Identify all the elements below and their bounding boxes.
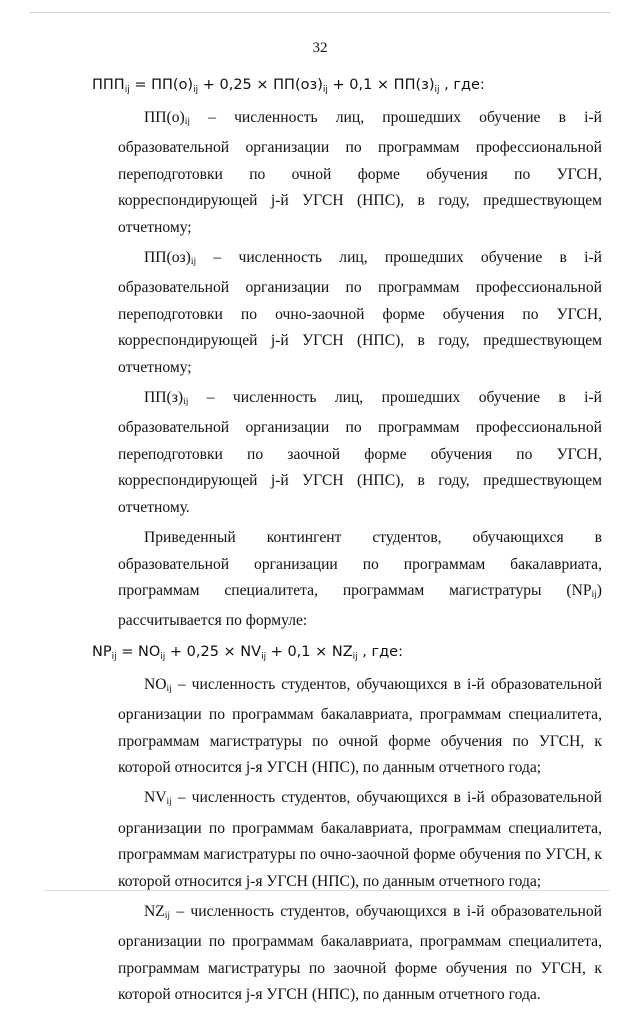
definition-pp-o — [118, 105, 602, 241]
term: ПП(оз) — [144, 249, 191, 267]
term-sub: ij — [166, 797, 172, 808]
formula-ppp-term-2: + 0,25 × ПП(оз) — [198, 77, 323, 93]
term: NV — [144, 789, 167, 807]
bottom-border-line — [44, 890, 610, 891]
formula-ppp-lhs: ППП — [92, 77, 125, 93]
formula-ppp-lhs-sub: ij — [124, 85, 130, 95]
formula-ppp-term-3: + 0,1 × ПП(з) — [327, 77, 435, 93]
intro-sub: ij — [591, 589, 597, 600]
top-border-line — [30, 12, 610, 13]
term-sub: ij — [164, 910, 171, 921]
formula-ppp-tail: , где: — [439, 77, 485, 93]
formula-ppp-term-1-sub: ij — [193, 85, 199, 95]
intro-text-before: Приведенный контингент студентов, обучающихся в образовательной организации по программам бакалавриата, программам специалитета, программам магистратуры (NP — [118, 529, 602, 599]
formula-ppp-term-1: = ПП(о) — [129, 77, 194, 93]
formula-np-term-3: + 0,1 × NZ — [266, 643, 353, 660]
term-sub: ij — [166, 683, 172, 694]
term-sub: ij — [183, 397, 189, 408]
definition-no — [118, 672, 602, 782]
formula-np-lhs-sub: ij — [111, 651, 117, 662]
definition-pp-z — [118, 385, 602, 521]
formula-np-term-3-sub: ij — [352, 651, 358, 662]
term: ПП(о) — [144, 109, 185, 126]
definition-text: – численность лиц, прошедших обучение в i-й образовательной организации по программам профессиональной переподготовки по очной форме обучения по УГСН, корреспондирующей j-й УГСН (НПС), в году, предшествующем отчетному; — [118, 109, 602, 236]
definition-text: – численность лиц, прошедших обучение в i-й образовательной организации по программам профессиональной переподготовки по заочной форме обучения по УГСН, корреспондирующей j-й УГСН (НПС), в году, предшествующем отчетному. — [118, 389, 602, 516]
intro-text-after: ) рассчитывается по формуле: — [118, 581, 602, 630]
formula-ppp — [92, 70, 602, 105]
formula-np-term-1-sub: ij — [160, 651, 166, 662]
formula-np — [92, 637, 602, 672]
document-body — [92, 70, 602, 1013]
formula-np-tail: , где: — [357, 643, 403, 660]
term-sub: ij — [184, 117, 190, 127]
page-number: 32 — [312, 40, 328, 56]
definition-nv — [118, 785, 602, 895]
formula-ppp-term-2-sub: ij — [322, 85, 328, 95]
definition-nz — [118, 899, 602, 1009]
definition-text: – численность студентов, обучающихся в i-й образовательной организации по программам бакалавриата, программам специалитета, программам магистратуры по очно-заочной форме обучения по УГСН, к которой относится j-я УГСН (НПС), по данным отчетного года; — [118, 789, 602, 890]
formula-np-term-2: + 0,25 × NV — [165, 643, 262, 660]
formula-np-lhs: NP — [92, 643, 112, 660]
definition-text: – численность лиц, прошедших обучение в i-й образовательной организации по программам профессиональной переподготовки по очно-заочной форме обучения по УГСН, корреспондирующей j-й УГСН (НПС), в году, предшествующем отчетному; — [118, 249, 602, 376]
definition-text: – численность студентов, обучающихся в i-й образовательной организации по программам бакалавриата, программам специалитета, программам магистратуры по заочной форме обучения по УГСН, к которой относится j-я УГСН (НПС), по данным отчетного года. — [118, 902, 602, 1004]
term-sub: ij — [190, 257, 197, 268]
formula-np-term-2-sub: ij — [261, 651, 267, 662]
term: NO — [144, 675, 167, 693]
formula-ppp-term-3-sub: ij — [434, 85, 440, 95]
formula-np-term-1: = NO — [116, 643, 161, 660]
term: NZ — [144, 902, 165, 920]
definition-pp-oz — [118, 245, 602, 381]
term: ПП(з) — [144, 389, 184, 407]
intro-paragraph — [118, 525, 602, 635]
definition-text: – численность студентов, обучающихся в i-й образовательной организации по программам бакалавриата, программам специалитета, программам магистратуры по очной форме обучения по УГСН, к которой относится j-я УГСН (НПС), по данным отчетного года; — [118, 675, 602, 776]
